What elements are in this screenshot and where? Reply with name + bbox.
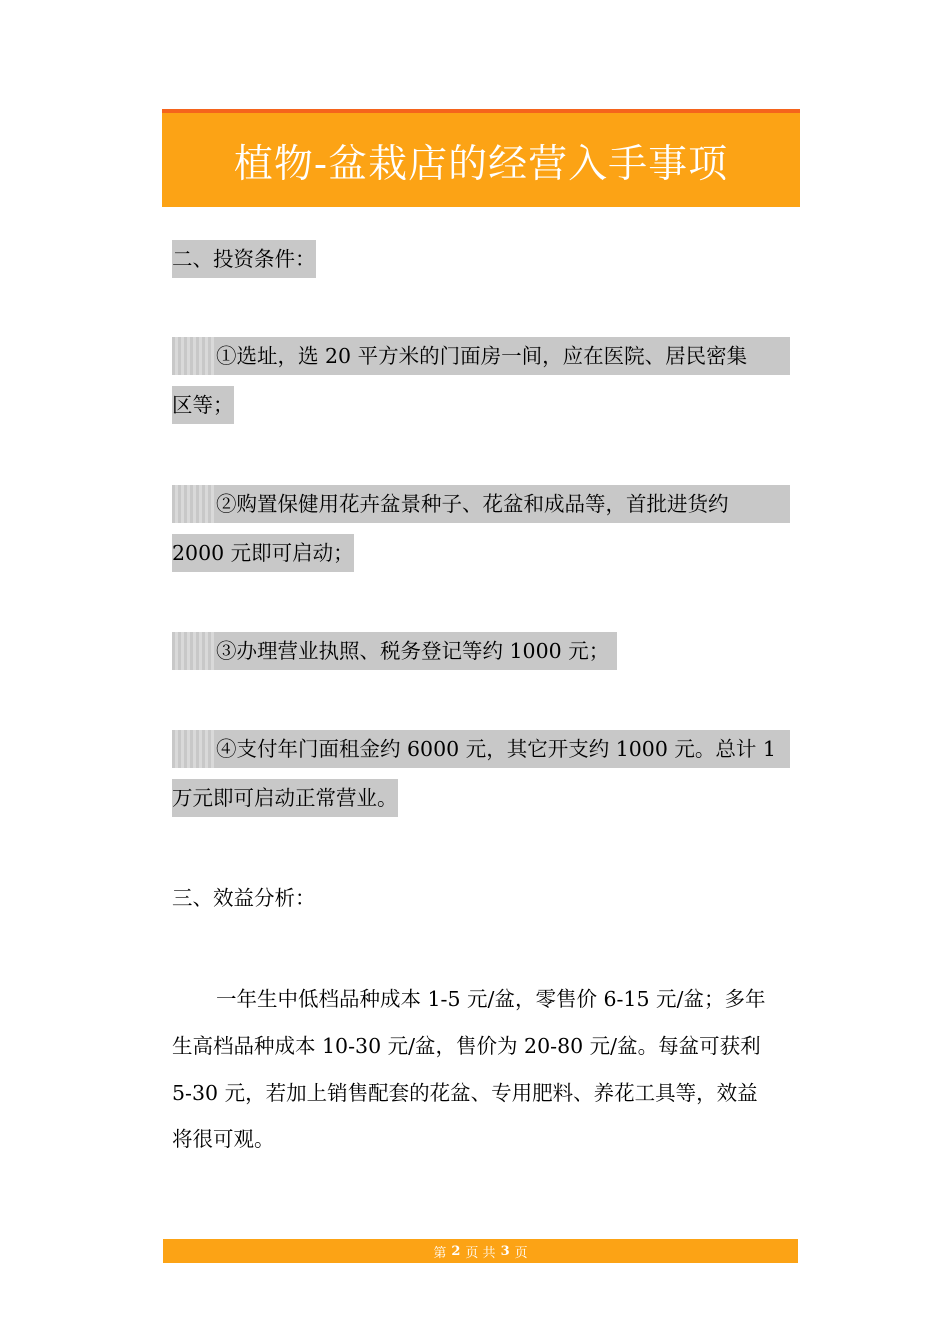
- investment-heading: 二、投资条件：: [172, 240, 316, 278]
- item3-line1: ③办理营业执照、税务登记等约 1000 元；: [172, 632, 617, 670]
- item2-line1: ②购置保健用花卉盆景种子、花盆和成品等，首批进货约: [172, 485, 790, 523]
- benefit-line3: 5-30 元，若加上销售配套的花盆、专用肥料、养花工具等，效益: [172, 1081, 758, 1105]
- footer-prefix: 第: [433, 1245, 447, 1261]
- page-title: 植物-盆栽店的经营入手事项: [233, 142, 729, 187]
- footer-middle: 页 共: [465, 1245, 496, 1261]
- benefit-line1: 一年生中低档品种成本 1-5 元/盆，零售价 6-15 元/盆；多年: [216, 987, 766, 1011]
- page-footer: [163, 1239, 798, 1263]
- item1-line2: 区等；: [172, 386, 234, 424]
- footer-suffix: 页: [514, 1245, 528, 1261]
- item1-line1: ①选址，选 20 平方米的门面房一间，应在医院、居民密集: [172, 337, 790, 375]
- item2-line2: 2000 元即可启动；: [172, 534, 354, 572]
- footer-total-pages: 3: [500, 1243, 510, 1259]
- benefit-line2: 生高档品种成本 10-30 元/盆，售价为 20-80 元/盆。每盆可获利: [172, 1034, 761, 1058]
- item4-line1: ④支付年门面租金约 6000 元，其它开支约 1000 元。总计 1: [172, 730, 790, 768]
- footer-current-page: 2: [451, 1243, 461, 1259]
- title-banner: [162, 109, 800, 207]
- benefit-line4: 将很可观。: [172, 1127, 275, 1151]
- item4-line2: 万元即可启动正常营业。: [172, 779, 398, 817]
- benefit-heading: 三、效益分析：: [172, 886, 316, 910]
